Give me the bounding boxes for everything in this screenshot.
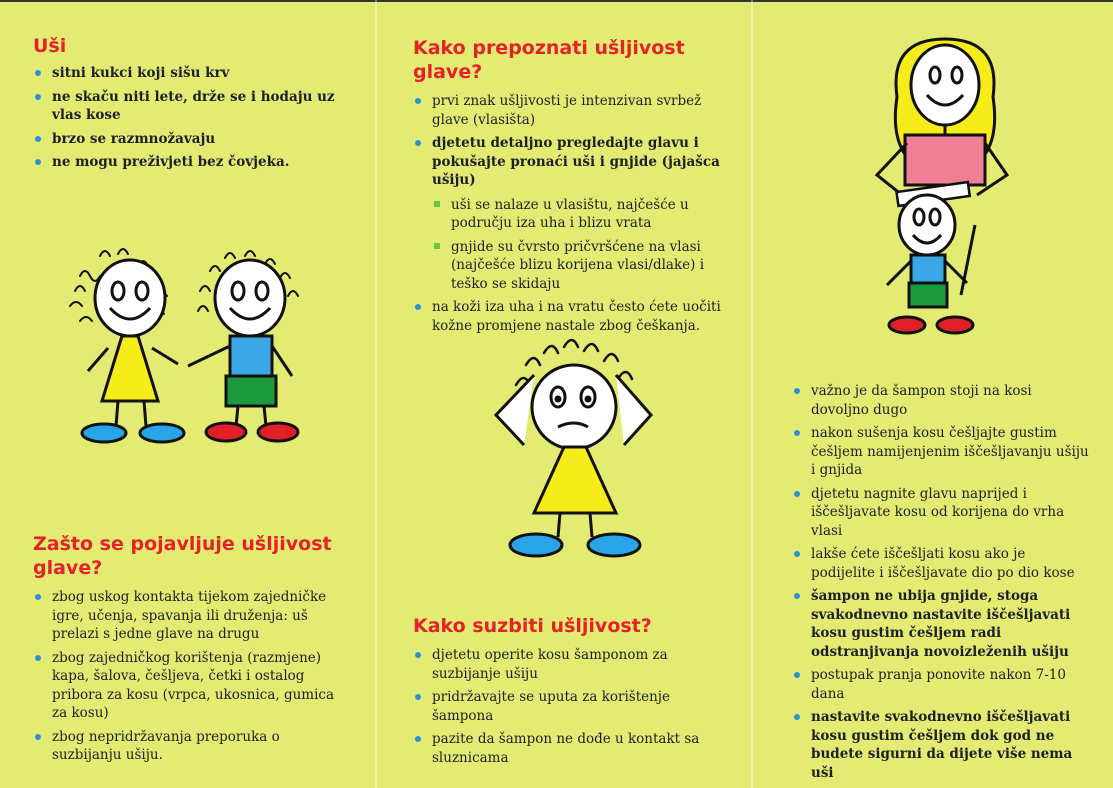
bullet-icon <box>794 551 800 557</box>
list-item <box>33 88 343 125</box>
bullet-icon <box>794 388 800 394</box>
bullet-icon <box>794 672 800 678</box>
bullet-icon <box>35 734 41 740</box>
list-item <box>413 688 725 725</box>
list-item-text: na koži iza uha i na vratu često ćete uočiti kožne promjene nastale zbog češkanja. <box>432 299 721 334</box>
list-item <box>792 485 1092 541</box>
list-item <box>792 382 1092 419</box>
bullet-icon <box>35 94 41 100</box>
bullet-icon <box>415 694 421 700</box>
list-item <box>413 298 725 335</box>
list-item <box>33 153 343 172</box>
bullet-icon <box>415 652 421 658</box>
bullet-icon <box>35 136 41 142</box>
list-item-text: nastavite svakodnevno iščešljavati kosu gustim češljem dok god ne budete sigurni da dijete više nema uši <box>811 709 1073 781</box>
list-item <box>413 646 725 683</box>
list-item <box>33 130 343 149</box>
square-bullet-icon <box>434 243 440 249</box>
list-item <box>33 649 348 723</box>
combing-steps-list <box>792 382 1092 787</box>
list-item <box>413 92 725 129</box>
sub-list <box>432 196 725 294</box>
panel-right <box>752 0 1113 788</box>
list-item-text: pazite da šampon ne dođe u kontakt sa sluznicama <box>432 731 700 766</box>
lice-facts-list <box>33 64 343 177</box>
list-item-text: zbog uskog kontakta tijekom zajedničke igre, učenja, spavanja ili druženja: uš prelazi s jedne glave na drugu <box>52 589 327 642</box>
sub-list-item-text: uši se nalaze u vlasištu, najčešće u području iza uha i blizu vrata <box>451 196 689 231</box>
list-item-text: prvi znak ušljivosti je intenzivan svrbež glave (vlasišta) <box>432 93 702 128</box>
bullet-icon <box>415 140 421 146</box>
scratching-child-illustration <box>486 335 666 575</box>
sub-list-item <box>432 196 725 233</box>
list-item <box>792 424 1092 480</box>
list-item <box>33 588 348 644</box>
bullet-icon <box>794 491 800 497</box>
list-item-text: lakše ćete iščešljati kosu ako je podijelite i iščešljavate dio po dio kose <box>811 546 1075 581</box>
list-item-text: ne mogu preživjeti bez čovjeka. <box>52 154 290 170</box>
panel-middle <box>376 0 752 788</box>
list-item-text: djetetu nagnite glavu naprijed i iščešljavate kosu od korijena do vrha vlasi <box>811 485 1065 539</box>
heading-zasto: Zašto se pojavljuje ušljivost glave? <box>33 533 332 579</box>
heading-suzbiti: Kako suzbiti ušljivost? <box>413 615 652 637</box>
bullet-icon <box>35 655 41 661</box>
list-item-text: pridržavajte se uputa za korištenje šampona <box>432 689 670 724</box>
list-item-text: ne skaču niti lete, drže se i hodaju uz vlas kose <box>52 88 335 123</box>
list-item <box>792 545 1092 582</box>
bullet-icon <box>415 736 421 742</box>
two-children-illustration <box>60 236 320 451</box>
bullet-icon <box>794 593 800 599</box>
list-item <box>413 730 725 767</box>
list-item-text: postupak pranja ponovite nakon 7-10 dana <box>811 667 1066 702</box>
list-item <box>792 666 1092 703</box>
list-item-text: djetetu detaljno pregledajte glavu i pokušajte pronaći uši i gnjide (jajašca ušiju) <box>432 135 720 188</box>
list-item <box>792 587 1092 661</box>
bullet-icon <box>794 430 800 436</box>
list-item-text: sitni kukci koji sišu krv <box>52 65 230 81</box>
panel-left <box>0 0 376 788</box>
sub-list-item <box>432 238 725 294</box>
bullet-icon <box>35 594 41 600</box>
bullet-icon <box>415 304 421 310</box>
list-item-text: nakon sušenja kosu češljajte gustim češljem namijenjenim iščešljavanju ušiju i gnjida <box>811 425 1089 478</box>
list-item-text: brzo se razmnožavaju <box>52 130 216 147</box>
bullet-icon <box>35 70 41 76</box>
list-item-text: djetetu operite kosu šamponom za suzbijanje ušiju <box>432 647 668 682</box>
list-item <box>33 64 343 83</box>
list-item-text: važno je da šampon stoji na kosi dovoljno dugo <box>811 383 1032 418</box>
bullet-icon <box>35 159 41 165</box>
sub-list-item-text: gnjide su čvrsto pričvršćene na vlasi (najčešće blizu korijena vlasi/dlake) i teško se skidaju <box>451 238 705 292</box>
square-bullet-icon <box>434 201 440 207</box>
list-item-text: zbog nepridržavanja preporuka o suzbijanju ušiju. <box>52 728 280 763</box>
list-item-text: šampon ne ubija gnjide, stoga svakodnevno nastavite iščešljavati kosu gustim češljem radi odstranjivanja novoizleženih ušiju <box>811 588 1071 660</box>
bullet-icon <box>794 714 800 720</box>
list-item <box>792 708 1092 782</box>
treatment-list <box>413 646 725 772</box>
bullet-icon <box>415 98 421 104</box>
causes-list <box>33 588 348 770</box>
heading-usi: Uši <box>33 35 67 57</box>
list-item-text: zbog zajedničkog korištenja (razmjene) kapa, šalova, češljeva, četki i ostalog pribora za kosu (vrpca, ukosnica, gumica za kosu) <box>52 649 335 721</box>
list-item <box>413 134 725 293</box>
heading-prepoznati: Kako prepoznati ušljivost glave? <box>413 37 685 83</box>
list-item <box>33 728 348 765</box>
mother-combing-illustration <box>867 35 1017 340</box>
recognize-list <box>413 92 725 340</box>
